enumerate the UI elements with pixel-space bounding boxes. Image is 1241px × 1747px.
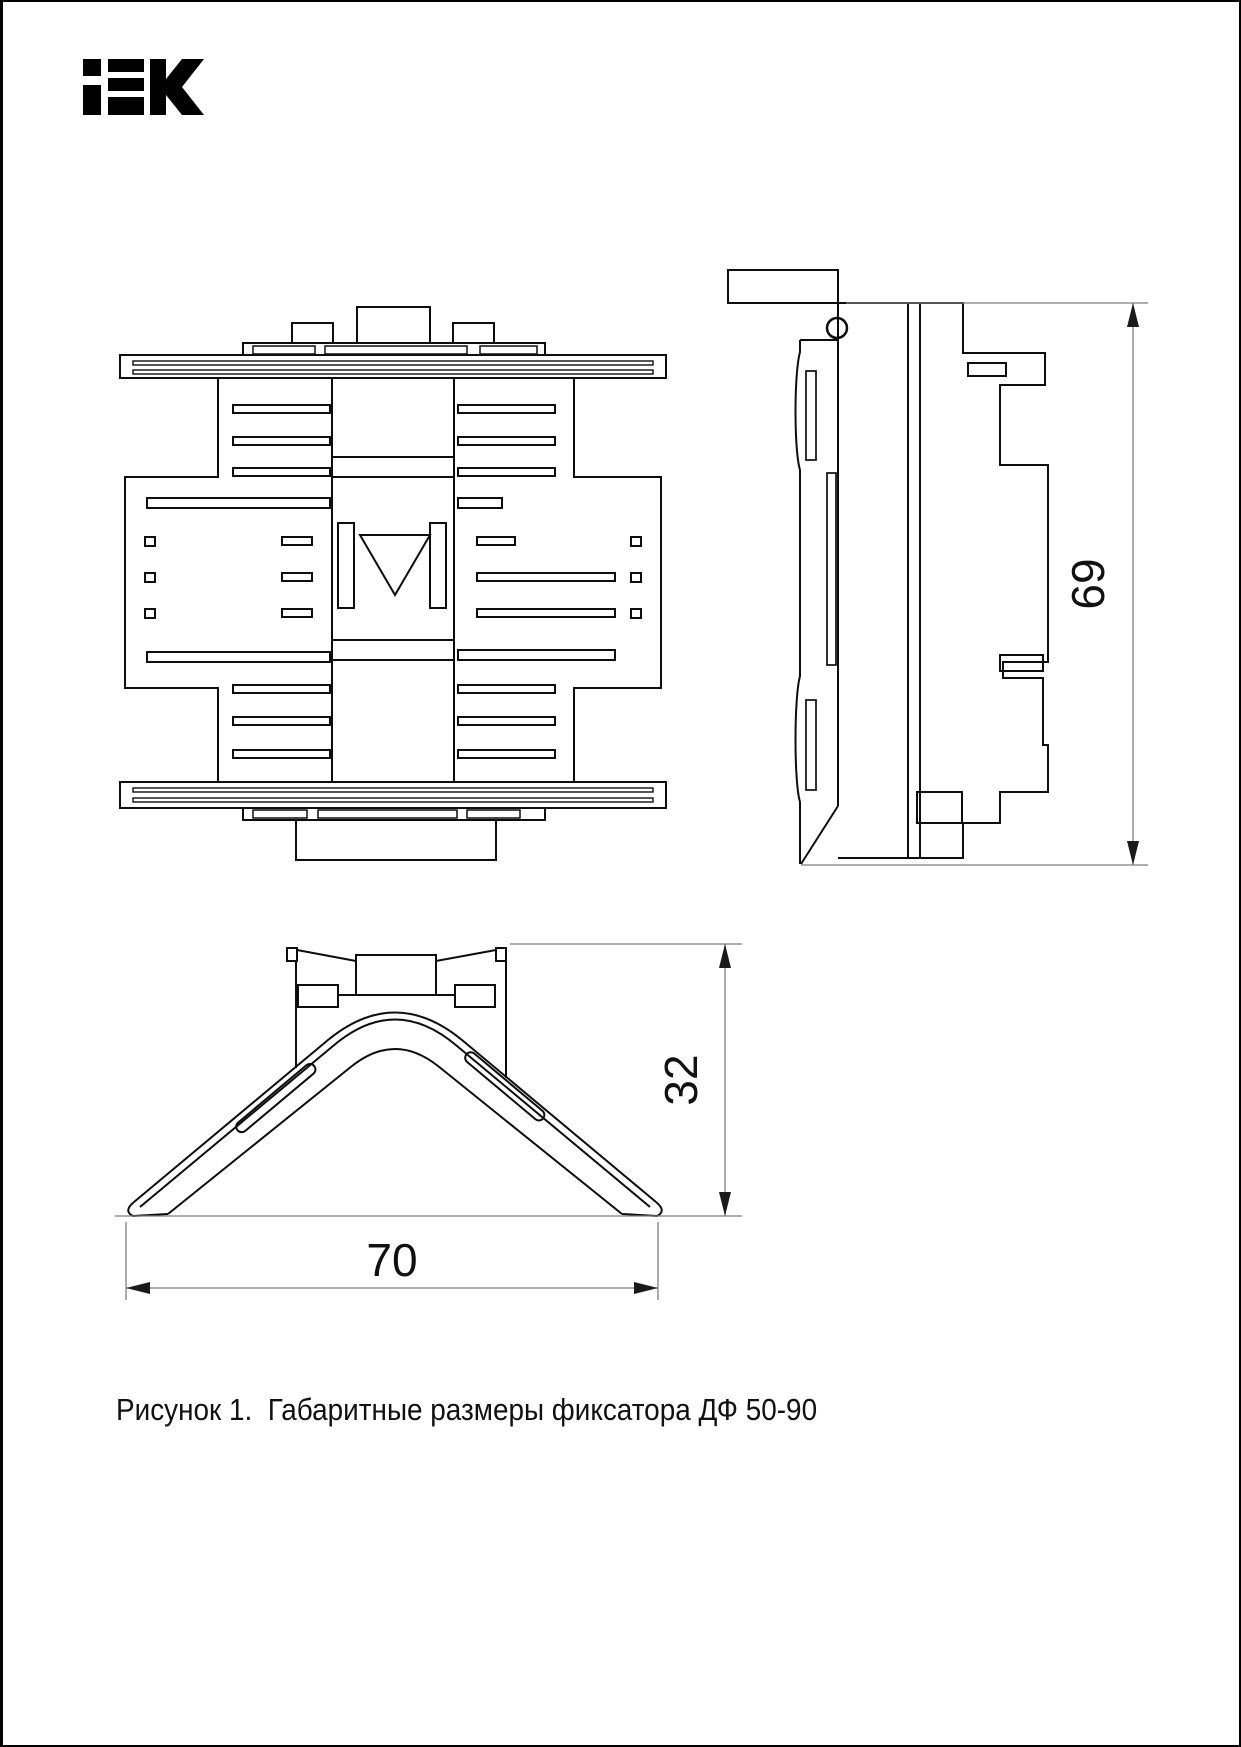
logo-i-dot: [83, 59, 101, 76]
arrowhead-up: [1127, 303, 1139, 327]
side-bottom-block: [917, 792, 962, 823]
front-top-right-tab: [453, 323, 494, 343]
slot: [477, 537, 515, 545]
plate-bottom-chamfer: [801, 806, 838, 864]
front-top-left-tab: [292, 323, 333, 343]
head-center-block: [356, 955, 436, 995]
roof-under-line: [168, 1049, 622, 1214]
front-center-column: [332, 378, 454, 782]
logo-e-bar-mid: [108, 78, 144, 91]
slot: [458, 468, 555, 476]
slot: [458, 498, 502, 508]
long-slot: [147, 652, 330, 662]
square-hole: [145, 537, 155, 546]
head-side-block: [298, 985, 338, 1007]
subplate-slot: [467, 810, 520, 818]
plate-rib: [133, 361, 653, 365]
slot: [233, 437, 330, 445]
front-top-center-tab: [357, 307, 430, 343]
slot: [458, 750, 555, 758]
dimension-label-70: 70: [366, 1234, 418, 1286]
logo-i-stem: [83, 85, 101, 115]
roof-left-foot: [128, 1202, 168, 1216]
slot: [233, 468, 330, 476]
subplate-slot: [253, 346, 315, 354]
subplate-slot: [325, 346, 467, 354]
slot: [282, 609, 312, 617]
direction-triangle-marker: [360, 535, 430, 595]
plate-rib: [133, 370, 653, 374]
slot: [458, 405, 555, 413]
subplate-slot: [480, 346, 537, 354]
plate-rib: [133, 798, 653, 802]
front-bottom-tab: [296, 820, 496, 860]
square-hole: [631, 537, 641, 546]
roof-right-foot: [622, 1202, 662, 1216]
front-top-subplate: [243, 343, 545, 355]
roof-outer-line: [134, 1013, 656, 1203]
long-slot: [458, 650, 615, 660]
logo-k-glyph: [150, 59, 204, 115]
long-slot: [147, 498, 330, 508]
dimension-69: [801, 303, 1148, 865]
subplate-slot: [318, 810, 457, 818]
plate-slot: [806, 371, 816, 460]
profile-view-drawing: [128, 948, 662, 1216]
square-hole: [631, 609, 641, 618]
slot: [458, 437, 555, 445]
square-hole: [145, 609, 155, 618]
head-side-block: [455, 985, 495, 1007]
plate-rib: [133, 788, 653, 792]
side-view-drawing: [728, 270, 1048, 864]
square-hole: [145, 573, 155, 582]
column-side-bar: [338, 523, 354, 608]
dimension-label-69: 69: [1062, 558, 1114, 610]
long-slot: [477, 609, 615, 617]
dimension-70: [115, 1216, 742, 1300]
slot: [233, 685, 330, 693]
side-tab: [968, 363, 1006, 376]
arrowhead-up: [719, 944, 731, 968]
side-top-block: [728, 270, 838, 303]
subplate-slot: [253, 810, 307, 818]
arrowhead-left: [126, 1282, 150, 1294]
plate-center-slot: [827, 473, 836, 665]
iek-logo: [83, 59, 204, 115]
front-left-edge: [125, 378, 218, 782]
plate-slot: [806, 700, 816, 790]
head-top-edge: [436, 950, 496, 961]
slot: [233, 717, 330, 725]
square-hole: [631, 573, 641, 582]
head-top-edge: [297, 950, 356, 961]
arrowhead-right: [634, 1282, 658, 1294]
dimension-32: [510, 944, 742, 1216]
front-view-drawing: [120, 307, 666, 860]
arrowhead-down: [719, 1192, 731, 1216]
roof-inner-line: [140, 1020, 650, 1208]
logo-e-bar-bottom: [108, 97, 144, 115]
front-bottom-plate: [120, 782, 666, 808]
slot: [458, 717, 555, 725]
dimension-label-32: 32: [655, 1054, 707, 1106]
arrowhead-down: [1127, 841, 1139, 865]
slot: [233, 405, 330, 413]
slot: [282, 537, 312, 545]
figure-caption: Рисунок 1. Габаритные размеры фиксатора ДФ 50-90: [116, 1392, 818, 1427]
side-stepped-profile: [838, 303, 1048, 858]
head-corner-tab: [496, 948, 506, 961]
slot: [282, 573, 312, 581]
column-side-bar: [430, 523, 446, 608]
plate-left-edge: [796, 340, 801, 864]
head-corner-tab: [287, 948, 297, 961]
slot: [233, 750, 330, 758]
slot: [458, 685, 555, 693]
logo-e-bar-top: [108, 59, 144, 72]
long-slot: [477, 573, 615, 581]
roof-left-pad: [234, 1062, 318, 1135]
